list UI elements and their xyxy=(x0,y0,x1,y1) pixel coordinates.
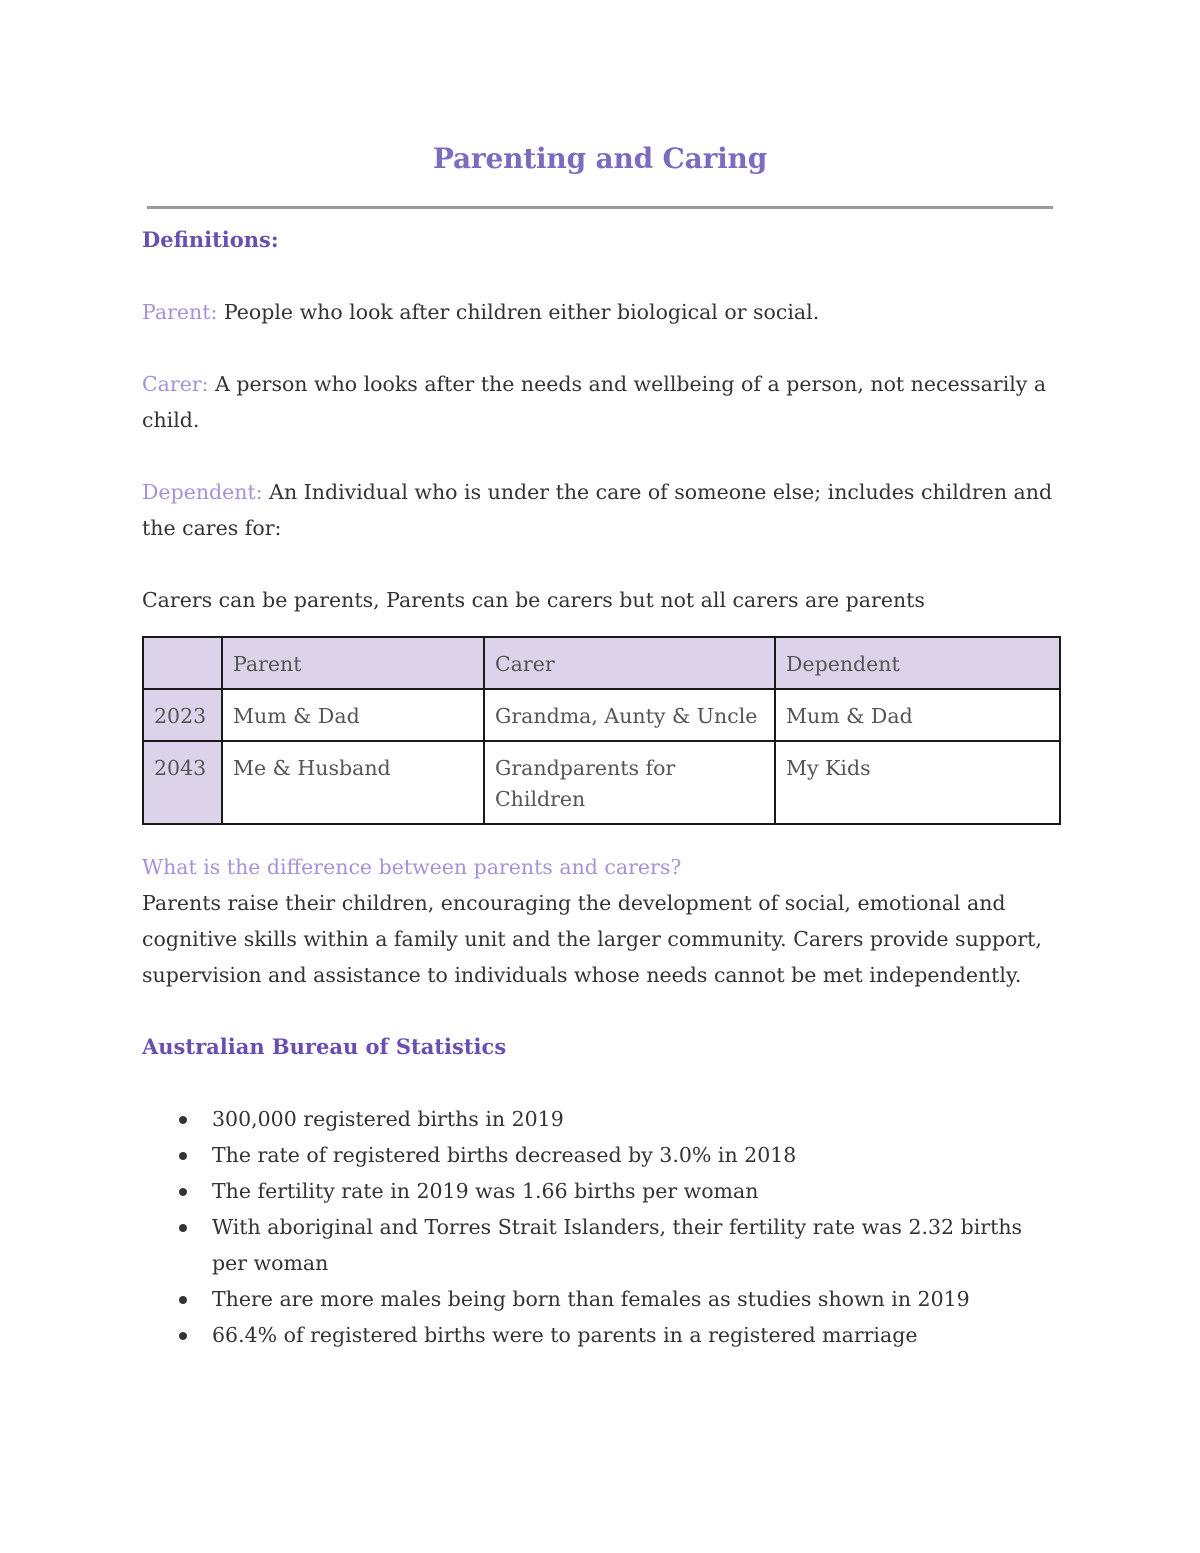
definition-dependent xyxy=(142,474,1062,546)
bullet-icon xyxy=(179,1296,187,1304)
list-item xyxy=(212,1137,1062,1173)
fact-text: 300,000 registered births in 2019 xyxy=(212,1107,564,1131)
bullet-icon xyxy=(179,1116,187,1124)
table-header-cell: Carer xyxy=(484,637,775,689)
table-cell: Mum & Dad xyxy=(222,689,484,741)
definition-term: Dependent: xyxy=(142,480,263,504)
table-header-cell: Dependent xyxy=(775,637,1060,689)
bullet-icon xyxy=(179,1224,187,1232)
table-header-cell: Parent xyxy=(222,637,484,689)
difference-answer: Parents raise their children, encouraging the development of social, emotional and cognitive skills within a family unit and the larger community. Carers provide support, supervision and assistance to individuals whose needs cannot be met independently. xyxy=(142,891,1042,987)
carers-parents-note: Carers can be parents, Parents can be carers but not all carers are parents xyxy=(142,588,925,612)
definition-text: A person who looks after the needs and wellbeing of a person, not necessarily a child. xyxy=(142,372,1047,432)
fact-text: With aboriginal and Torres Strait Islanders, their fertility rate was 2.32 births per woman xyxy=(212,1215,1023,1275)
table-cell: Grandparents for Children xyxy=(484,741,775,824)
abs-heading: Australian Bureau of Statistics xyxy=(142,1034,507,1059)
title-divider xyxy=(147,206,1053,209)
table-header-row xyxy=(143,637,1060,689)
table-row xyxy=(143,741,1060,824)
definition-term: Carer: xyxy=(142,372,209,396)
definition-parent xyxy=(142,294,1062,330)
bullet-icon xyxy=(179,1152,187,1160)
table-year-cell: 2043 xyxy=(143,741,222,824)
abs-facts-list xyxy=(142,1101,1062,1353)
table-cell: Mum & Dad xyxy=(775,689,1060,741)
list-item xyxy=(212,1173,1062,1209)
fact-text: 66.4% of registered births were to parents in a registered marriage xyxy=(212,1323,918,1347)
table-year-cell: 2023 xyxy=(143,689,222,741)
definition-term: Parent: xyxy=(142,300,218,324)
roles-table xyxy=(142,636,1061,825)
definition-text: People who look after children either biological or social. xyxy=(217,300,820,324)
document-body xyxy=(142,222,1062,1353)
difference-question: What is the difference between parents and carers? xyxy=(142,855,682,879)
bullet-icon xyxy=(179,1188,187,1196)
table-cell: Grandma, Aunty & Uncle xyxy=(484,689,775,741)
table-cell: Me & Husband xyxy=(222,741,484,824)
fact-text: The rate of registered births decreased by 3.0% in 2018 xyxy=(212,1143,797,1167)
fact-text: The fertility rate in 2019 was 1.66 births per woman xyxy=(212,1179,759,1203)
definitions-heading: Definitions: xyxy=(142,227,279,252)
definition-carer xyxy=(142,366,1062,438)
page-title: Parenting and Caring xyxy=(432,142,768,175)
list-item xyxy=(212,1317,1062,1353)
table-row xyxy=(143,689,1060,741)
definition-text: An Individual who is under the care of someone else; includes children and the cares for: xyxy=(142,480,1053,540)
bullet-icon xyxy=(179,1332,187,1340)
list-item xyxy=(212,1101,1062,1137)
list-item xyxy=(212,1209,1062,1281)
list-item xyxy=(212,1281,1062,1317)
table-header-cell xyxy=(143,637,222,689)
table-cell: My Kids xyxy=(775,741,1060,824)
fact-text: There are more males being born than females as studies shown in 2019 xyxy=(212,1287,970,1311)
